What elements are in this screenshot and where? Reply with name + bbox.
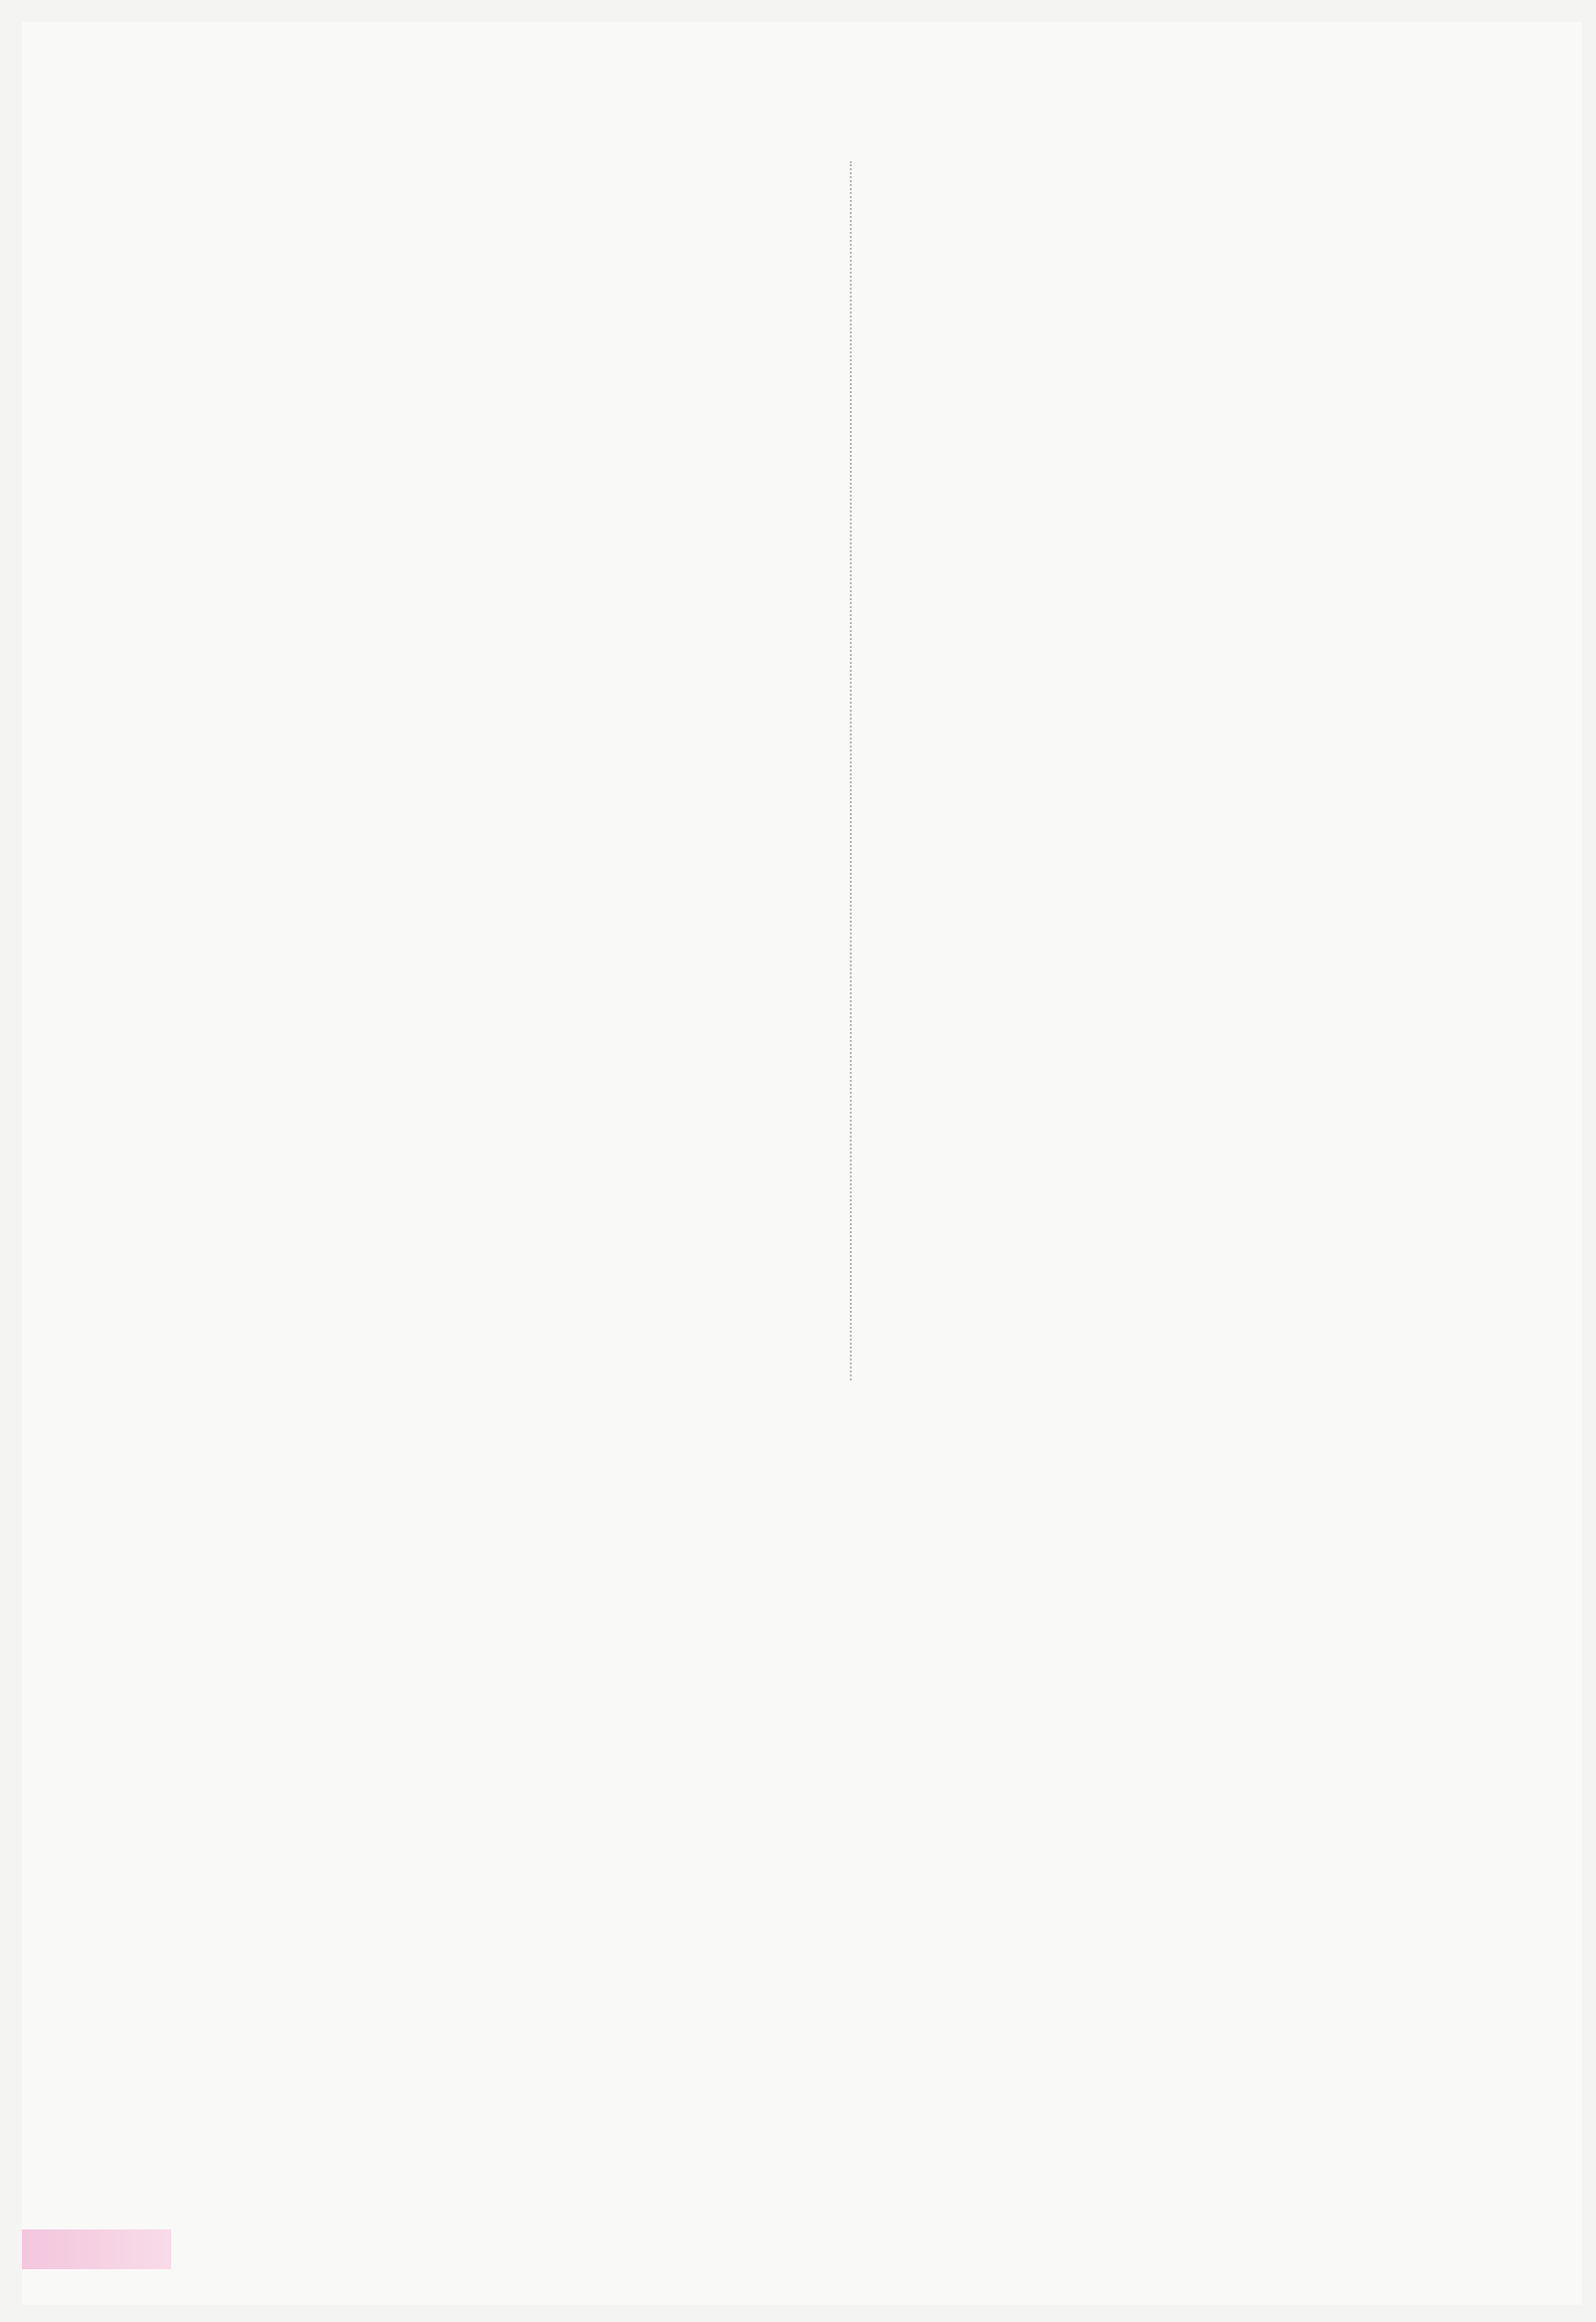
page-corner-tab bbox=[22, 2229, 171, 2269]
column-divider bbox=[850, 161, 852, 1380]
workbook-page bbox=[22, 22, 1582, 2305]
